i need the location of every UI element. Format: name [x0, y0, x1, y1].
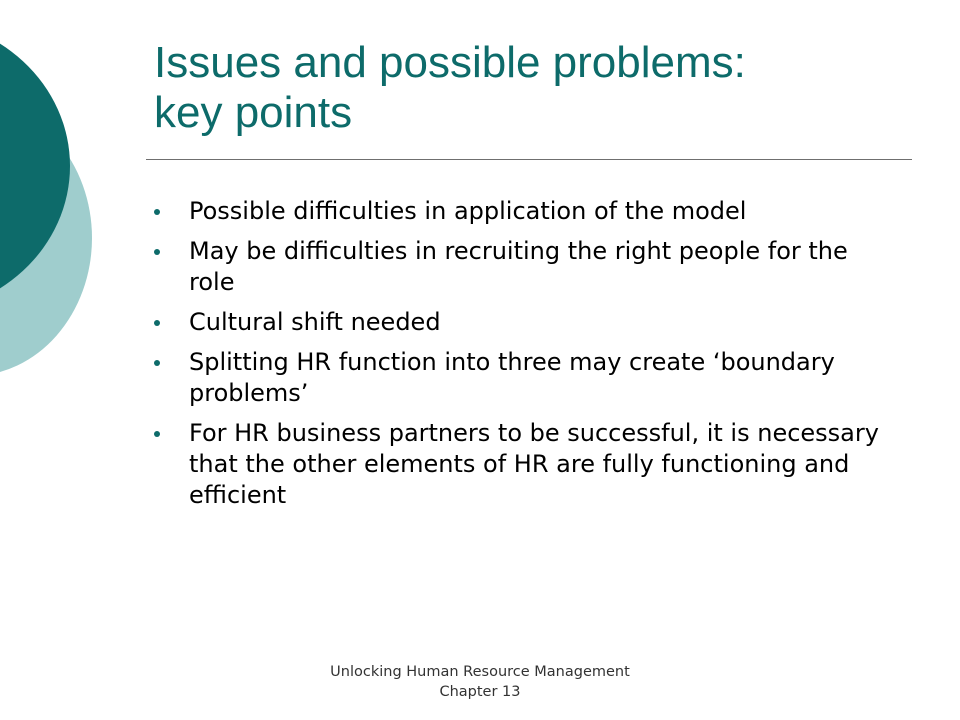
title-divider: [146, 159, 912, 160]
bullet-text: Possible difficulties in application of the model: [189, 197, 747, 225]
footer-book-title: Unlocking Human Resource Management: [330, 664, 630, 680]
bullet-item: [154, 236, 894, 298]
bullet-text: Splitting HR function into three may create ‘boundary problems’: [189, 348, 835, 407]
bullet-dot-icon: [154, 249, 160, 255]
bullet-item: [154, 347, 894, 409]
bullet-dot-icon: [154, 360, 160, 366]
bullet-item: [154, 196, 894, 227]
bullet-text: Cultural shift needed: [189, 308, 441, 336]
bullet-dot-icon: [154, 431, 160, 437]
slide-title: [154, 38, 914, 138]
slide-title-line-1: Issues and possible problems:: [154, 38, 746, 87]
slide-title-line-2: key points: [154, 88, 353, 137]
bullet-dot-icon: [154, 320, 160, 326]
bullet-list: [154, 196, 894, 520]
bullet-dot-icon: [154, 209, 160, 215]
footer-chapter: Chapter 13: [439, 684, 521, 700]
bullet-text: May be difficulties in recruiting the right people for the role: [189, 237, 848, 296]
bullet-item: [154, 418, 894, 511]
slide-footer: [280, 662, 680, 702]
bullet-text: For HR business partners to be successful, it is necessary that the other elements of HR are fully functioning and efficient: [189, 419, 879, 509]
bullet-item: [154, 307, 894, 338]
